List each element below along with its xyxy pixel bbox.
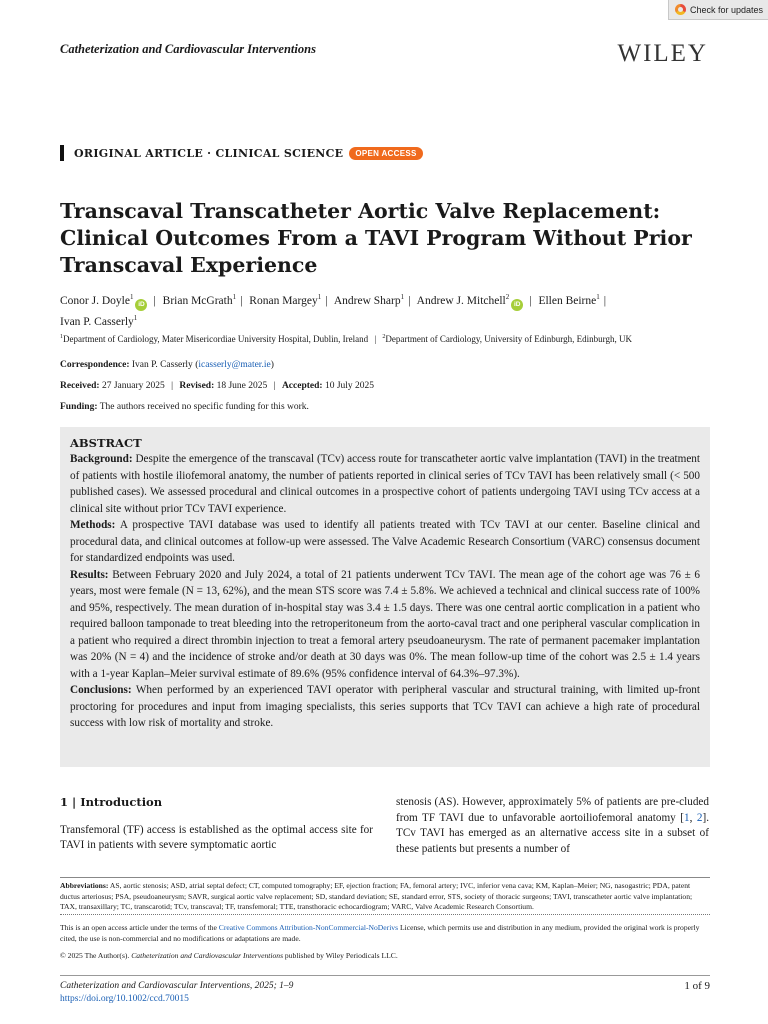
abstract-methods [70,517,700,567]
author-list [60,290,700,329]
abstract-results [70,567,700,683]
author-name[interactable]: Andrew J. Mitchell [416,294,506,307]
creative-commons-link[interactable]: Creative Commons Attribution-NonCommercial-NoDerivs [218,923,399,932]
affiliation-separator: | [374,334,377,344]
author-separator: | [603,294,607,307]
received-date: 27 January 2025 [101,381,165,391]
correspondence-email-link[interactable]: icasserly@mater.ie [198,360,271,370]
author-name[interactable]: Ellen Beirne [538,294,597,307]
abbreviations-text: AS, aortic stenosis; ASD, atrial septal defect; CT, computed tomography; EF, ejection fraction; FA, femoral artery; IVC, inferior vena cava; KM, Kaplan–Meier; NG, nasogastric; PDA, patent ductus arteriosus; PSA, pseudoaneurysm; SAVR, surgical aortic valve replacement; SD, standard deviation; SE, standard error, STS, society of thoracic surgeons; TAVI, transcatheter aortic valve implantation; TAX, transaxillary; TC, transcarotid; TCv, transcaval; TF, transfemoral; TTE, transthoracic echocardiogram; VARC, Valve Academic Research Consortium. [60,881,693,911]
open-access-badge: OPEN ACCESS [349,147,422,160]
introduction-text: stenosis (AS). However, approximately 5% of patients are pre-cluded from TF TAVI due to unfavorable aortoiliofemoral anatomy [ [396,796,709,824]
introduction-heading: 1 | Introduction [60,795,163,809]
introduction-text-right [396,795,709,857]
abbreviations-label: Abbreviations: [60,881,109,890]
affiliation-number: 2 [382,334,386,340]
footer-divider [60,975,710,976]
affiliation-number: 1 [60,334,63,340]
funding-text: The authors received no specific funding for this work. [99,402,309,412]
funding [60,402,309,412]
author-name[interactable]: Ivan P. Casserly [60,315,134,328]
date-separator: | [273,381,276,391]
abstract-heading: ABSTRACT [70,436,142,450]
affiliation-text: Department of Cardiology, University of Edinburgh, Edinburgh, UK [385,334,632,344]
conclusions-text: When performed by an experienced TAVI operator with peripheral vascular and structural training, with limited up-front proctoring for procedures and input from imaging specialists, this series supports that TCv TAVI can achieve a high rate of procedural success with low risk of mortality and stroke. [70,684,700,729]
copyright-journal: Catheterization and Cardiovascular Interventions [131,951,284,960]
orcid-icon[interactable]: iD [511,299,523,311]
affiliations [60,334,720,344]
author-name[interactable]: Brian McGrath [162,294,233,307]
author-affiliation-number: 1 [232,293,237,301]
footer-citation-block [60,980,293,1006]
article-title: Transcaval Transcatheter Aortic Valve Replacement: Clinical Outcomes From a TAVI Program Without Prior Transcaval Experience [60,199,692,277]
author-affiliation-number: 1 [133,313,138,322]
received-label: Received: [60,381,100,391]
footer-citation: Catheterization and Cardiovascular Interventions, 2025; 1–9 [60,981,294,991]
crossmark-icon [675,4,686,15]
article-dates [60,381,374,391]
body-column-left [60,795,373,854]
author-affiliation-number: 1 [596,293,600,301]
methods-label: Methods: [70,519,116,531]
author-affiliation-number: 1 [129,293,134,301]
author-separator: | [325,294,328,307]
check-for-updates-button[interactable] [668,0,768,20]
correspondence-name: Ivan P. Casserly [131,360,193,370]
author-separator: | [408,294,411,307]
license-text: This is an open access article under the terms of the [60,923,219,932]
author-separator: | [240,294,243,307]
article-type-label: ORIGINAL ARTICLE · CLINICAL SCIENCE [74,146,344,160]
license-text: License, which permits use and distribution in any medium, provided the original work is properly cited, the use is non-commercial and no modifications or adaptations are made. [60,923,700,943]
abstract-background [70,451,700,517]
copyright-statement [60,951,710,960]
funding-label: Funding: [60,402,98,412]
correspondence-label: Correspondence: [60,360,130,370]
conclusions-label: Conclusions: [70,684,132,696]
orcid-icon[interactable]: iD [135,299,147,311]
wiley-logo: WILEY [617,40,708,67]
results-text: Between February 2020 and July 2024, a total of 21 patients underwent TCv TAVI. The mean age of the cohort age was 76 ± 6 years, most were female (N = 13, 62%), and the mean STS score was 7.4 ± 5.8%. We achieved a technical and clinical success rate of 100% and 95%, respectively. The mean duration of in-hospital stay was 3.4 ± 1.5 days. There was one central aortic complication in a patient who required balloon tamponade to treat bleeding into the retroperitoneum from the aorto-caval tract and one peripheral vascular complication in a patient who required a direct thrombin injection to treat a femoral artery pseudoaneurysm. The rate of permanent pacemaker implantation was 20% (N = 4) and the incidence of stroke and/or death at 30 days was 0%. The mean follow-up time of the cohort was 2.5 ± 1.4 years with a 1-year Kaplan–Meier survival estimate of 89.6% (95% confidence interval of 64.3%–97.3%). [70,568,701,680]
author-affiliation-number: 2 [505,293,510,301]
abstract-conclusions [70,682,700,732]
dotted-divider [60,914,710,915]
check-for-updates-label: Check for updates [690,4,764,15]
date-separator: | [171,381,174,391]
article-type [60,145,423,161]
doi-link[interactable]: https://doi.org/10.1002/ccd.70015 [60,994,189,1004]
reference-link[interactable]: 1 [683,811,690,824]
copyright-text: © 2025 The Author(s). [60,951,132,960]
revised-label: Revised: [179,381,215,391]
correspondence: Correspondence: Ivan P. Casserly (icasserly@mater.ie) [60,360,274,370]
author-affiliation-number: 1 [400,293,405,301]
journal-name: Catheterization and Cardiovascular Interventions [60,42,316,56]
page-number: 1 of 9 [684,980,710,992]
author-affiliation-number: 1 [317,293,322,301]
accepted-date: 10 July 2025 [324,381,375,391]
background-text: Despite the emergence of the transcaval (TCv) access route for transcatheter aortic valve implantation (TAVI) in the treatment of patients with hostile iliofemoral anatomy, the number of patients reported in clinical series of TCv TAVI has been relatively small (< 500 published cases). We assessed procedural and clinical outcomes in a prospective cohort of patients undergoing TAVI using TCv access at a clinical site without prior TCv TAVI experience. [70,453,701,515]
revised-date: 18 June 2025 [216,381,268,391]
author-separator: | [153,294,156,307]
affiliation-text: Department of Cardiology, Mater Misericordiae University Hospital, Dublin, Ireland [63,334,369,344]
abstract-box [60,427,710,767]
copyright-text: published by Wiley Periodicals LLC. [283,951,398,960]
author-name[interactable]: Conor J. Doyle [60,294,130,307]
background-label: Background: [70,453,133,465]
reference-link[interactable]: 2 [696,811,703,824]
results-label: Results: [70,568,109,581]
license-statement [60,922,710,944]
accepted-label: Accepted: [281,381,323,391]
author-name[interactable]: Ronan Margey [249,294,318,307]
reference-separator: , [689,811,697,824]
introduction-text-left: Transfemoral (TF) access is established as the optimal access site for TAVI in patients with severe symptomatic aortic [60,823,373,851]
author-separator: | [529,294,532,307]
abbreviations [60,877,710,913]
introduction-text: ]. TCv TAVI has emerged as an alternative access site in a subset of these patients but presents a number of [396,811,709,855]
author-name[interactable]: Andrew Sharp [333,294,401,307]
methods-text: A prospective TAVI database was used to identify all patients treated with TCv TAVI at our center. Baseline clinical and procedural data, and clinical outcomes at follow-up were assessed. The Valve Academic Research Consortium (VARC) consensus document for standardized endpoints was used. [70,519,700,564]
body-column-right [396,795,709,857]
